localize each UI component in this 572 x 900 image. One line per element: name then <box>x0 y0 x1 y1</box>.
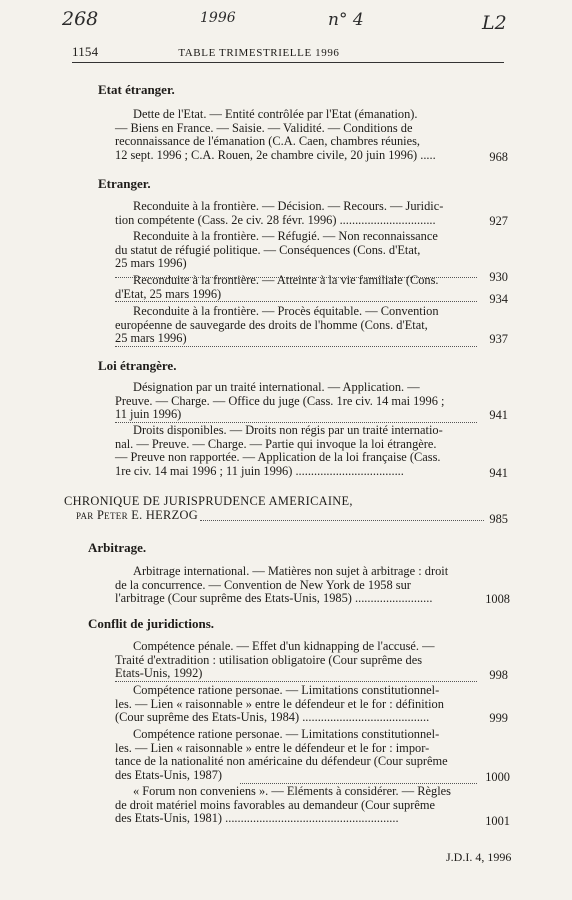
entry-text: Reconduite à la frontière. — Réfugié. — Non reconnaissance <box>133 229 438 243</box>
entry-text: des Etats-Unis, 1987) <box>115 767 223 782</box>
entry-text: Arbitrage international. — Matières non sujet à arbitrage : droit <box>133 564 449 578</box>
handwritten-note: 268 <box>62 8 99 30</box>
page-ref: 927 <box>489 214 508 228</box>
page-ref: 999 <box>489 711 508 725</box>
index-entry <box>115 424 477 478</box>
page-ref: 1001 <box>485 814 510 828</box>
entry-text: Preuve. — Charge. — Office du juge (Cass. 1re civ. 14 mai 1996 ; <box>115 393 445 408</box>
page-ref: 941 <box>489 466 508 480</box>
index-entry <box>115 381 477 422</box>
entry-text: tion compétente (Cass. 2e civ. 28 févr. 1996) ............................... <box>115 212 436 227</box>
page-ref: 1008 <box>485 592 510 606</box>
page-ref: 985 <box>489 512 508 526</box>
index-entry <box>115 108 475 162</box>
index-entry <box>115 684 477 725</box>
entry-text: européenne de sauvegarde des droits de l'homme (Cons. d'Etat, <box>115 317 428 332</box>
handwritten-note: n° 4 <box>328 10 364 30</box>
entry-text: Compétence pénale. — Effet d'un kidnapping de l'accusé. — <box>133 639 435 653</box>
entry-text: — Biens en France. — Saisie. — Validité. — Conditions de <box>115 120 413 135</box>
page-ref: 930 <box>489 270 508 284</box>
index-entry <box>115 230 477 271</box>
index-entry <box>115 728 477 782</box>
section-heading: Etranger. <box>98 176 151 191</box>
entry-text: nal. — Preuve. — Charge. — Partie qui invoque la loi étrangère. <box>115 436 437 451</box>
entry-text: de droit matériel moins favorables au demandeur (Cour suprême <box>115 797 435 812</box>
dot-leader <box>200 520 484 521</box>
dot-leader <box>115 681 477 682</box>
entry-text: Dette de l'Etat. — Entité contrôlée par l'Etat (émanation). <box>133 107 418 121</box>
index-entry <box>115 200 477 227</box>
entry-text: 12 sept. 1996 ; C.A. Rouen, 2e chambre civile, 20 juin 1996) ..... <box>115 147 436 162</box>
entry-text: l'arbitrage (Cour suprême des Etats-Unis, 1985) ......................... <box>115 591 433 606</box>
header-rule <box>72 62 504 63</box>
index-entry <box>115 305 477 346</box>
entry-text: Reconduite à la frontière. — Atteinte à la vie familiale (Cons. <box>133 273 439 287</box>
handwritten-note: 1996 <box>200 10 236 26</box>
dot-leader <box>115 301 477 302</box>
page-ref: 941 <box>489 408 508 422</box>
page-ref: 937 <box>489 332 508 346</box>
entry-text: Traité d'extradition : utilisation obligatoire (Cour suprême des <box>115 652 423 667</box>
entry-text: de la concurrence. — Convention de New York de 1958 sur <box>115 577 411 592</box>
entry-text: Etats-Unis, 1992) <box>115 666 203 681</box>
entry-text: les. — Lien « raisonnable » entre le défendeur et le for : définition <box>115 696 444 711</box>
section-heading: Arbitrage. <box>88 540 147 555</box>
handwritten-note: L2 <box>482 12 507 34</box>
entry-text: des Etats-Unis, 1981) ........................................................ <box>115 811 399 826</box>
entry-text: tance de la nationalité non américaine du défendeur (Cour suprême <box>115 754 448 769</box>
page-ref: 1000 <box>485 770 510 784</box>
index-entry <box>115 565 477 606</box>
index-entry <box>115 640 477 681</box>
page-number: 1154 <box>72 44 99 59</box>
entry-text: Compétence ratione personae. — Limitations constitutionnel- <box>133 683 440 697</box>
section-heading: Etat étranger. <box>98 82 175 97</box>
dot-leader <box>115 346 477 347</box>
entry-text: (Cour suprême des Etats-Unis, 1984) ......................................... <box>115 710 430 725</box>
chronique-entry <box>64 494 484 522</box>
page-header <box>72 44 504 60</box>
entry-text: Compétence ratione personae. — Limitations constitutionnel- <box>133 727 440 741</box>
entry-text: 11 juin 1996) <box>115 407 182 422</box>
page-ref: 998 <box>489 668 508 682</box>
entry-text: les. — Lien « raisonnable » entre le défendeur et le for : impor- <box>115 740 430 755</box>
index-entry <box>115 274 477 301</box>
page-ref: 934 <box>489 292 508 306</box>
entry-text: « Forum non conveniens ». — Eléments à considérer. — Règles <box>133 784 451 798</box>
entry-text: Reconduite à la frontière. — Procès équitable. — Convention <box>133 304 439 318</box>
entry-text: Reconduite à la frontière. — Décision. — Recours. — Juridic- <box>133 199 444 213</box>
entry-text: Désignation par un traité international. — Application. — <box>133 380 420 394</box>
index-entry <box>115 785 477 826</box>
entry-text: d'Etat, 25 mars 1996) <box>115 286 222 301</box>
section-heading: Conflit de juridictions. <box>88 616 215 631</box>
entry-text: reconnaissance de l'émanation (C.A. Caen, chambres réunies, <box>115 134 420 149</box>
footer-citation: J.D.I. 4, 1996 <box>446 850 512 864</box>
entry-text: 25 mars 1996) <box>115 331 187 346</box>
entry-text: 1re civ. 14 mai 1996 ; 11 juin 1996) ................................... <box>115 463 404 478</box>
section-heading: Loi étrangère. <box>98 358 177 373</box>
page-ref: 968 <box>489 150 508 164</box>
chronique-title: CHRONIQUE DE JURISPRUDENCE AMERICAINE, <box>64 494 353 508</box>
entry-text: Droits disponibles. — Droits non régis par un traité internatio- <box>133 423 443 437</box>
entry-text: 25 mars 1996) <box>115 256 187 271</box>
entry-text: du statut de réfugié politique. — Conséquences (Cons. d'Etat, <box>115 242 421 257</box>
page-title: TABLE TRIMESTRIELLE 1996 <box>178 47 340 59</box>
chronique-author: par Peter E. HERZOG <box>76 508 198 522</box>
entry-text: — Preuve non rapportée. — Application de la loi française (Cass. <box>115 450 441 465</box>
